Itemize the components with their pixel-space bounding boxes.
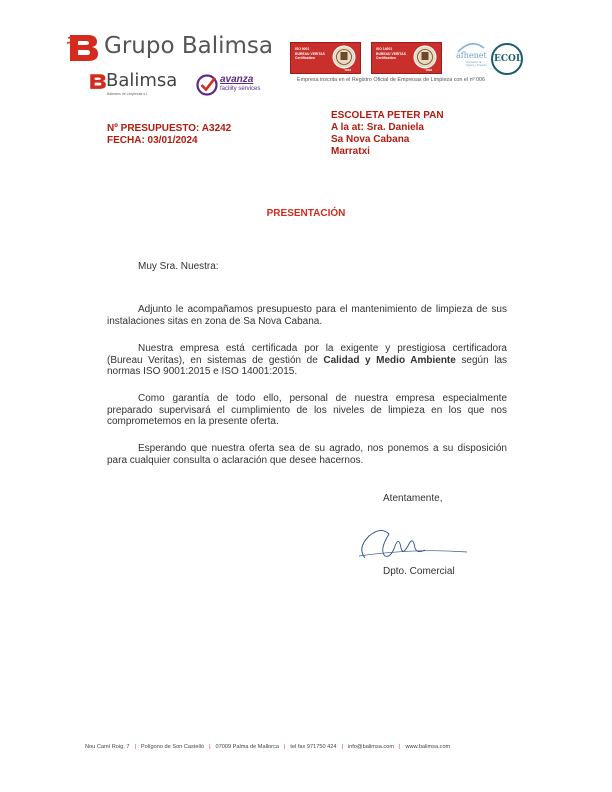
cert2-label: Certification bbox=[376, 56, 396, 61]
footer-separator: | bbox=[399, 744, 401, 750]
footer-email[interactable]: info@balimsa.com bbox=[347, 744, 394, 750]
bureau-veritas-seal-icon bbox=[413, 45, 437, 69]
section-title: PRESENTACIÓN bbox=[266, 208, 346, 219]
cert2-year: 1828 bbox=[425, 68, 432, 72]
brand-main-title: Grupo Balimsa bbox=[104, 33, 273, 59]
paragraph-2-bold: Calidad y Medio Ambiente bbox=[323, 354, 456, 366]
iso9001-badge bbox=[290, 42, 361, 74]
footer-address: Nou Camí Roig, 7 bbox=[85, 744, 130, 750]
cert1-issuer: BUREAU VERITAS bbox=[295, 51, 325, 56]
recipient-name: ESCOLETA PETER PAN bbox=[331, 110, 444, 121]
brand-sub-title: Balimsa bbox=[106, 70, 178, 91]
paragraph-4-text: Esperando que nuestra oferta sea de su agrado, nos ponemos a su disposición para cualquier consulta o aclaración que desee hacernos. bbox=[107, 443, 507, 466]
budget-date: FECHA: 03/01/2024 bbox=[107, 135, 198, 146]
footer-separator: | bbox=[283, 744, 286, 750]
footer-separator: | bbox=[341, 744, 343, 750]
letter-paragraph-4 bbox=[107, 443, 507, 466]
cert1-year: 1828 bbox=[344, 68, 351, 72]
balimsa-small-logo-icon bbox=[88, 71, 107, 91]
budget-number: Nº PRESUPUESTO: A3242 bbox=[107, 123, 232, 134]
balimsa-logo-icon bbox=[66, 32, 100, 62]
footer-web[interactable]: www.balimsa.com bbox=[405, 744, 451, 750]
paragraph-2-text-a: Nuestra empresa está certificada por la exigente y prestigiosa certificadora (Bureau Veritas), en sistemas de gestión de bbox=[107, 343, 507, 366]
footer-bar bbox=[85, 744, 450, 750]
afhenet-name: afhenet bbox=[456, 51, 487, 60]
registry-note: Empresa inscrita en el Registro Oficial de Empresas de Limpieza con el nº 006 bbox=[297, 77, 486, 83]
recipient-attention: A la at: Sra. Daniela bbox=[331, 122, 424, 133]
signer-department: Dpto. Comercial bbox=[383, 566, 455, 577]
cert1-code: ISO 9001 bbox=[295, 47, 310, 51]
bureau-veritas-seal-icon bbox=[332, 45, 356, 69]
cert2-issuer: BUREAU VERITAS bbox=[376, 51, 406, 56]
avanza-check-icon bbox=[196, 74, 218, 96]
paragraph-2-text-b: según las normas ISO 9001:2015 e ISO 14001:2015. bbox=[107, 354, 508, 378]
footer-city: 07009 Palma de Mallorca bbox=[215, 744, 279, 750]
recipient-block bbox=[331, 110, 444, 158]
greeting-text: Muy Sra. Nuestra: bbox=[138, 261, 219, 272]
footer-separator: | bbox=[134, 744, 136, 750]
closing-text: Atentamente, bbox=[383, 493, 443, 504]
ecol-logo-icon bbox=[491, 43, 523, 75]
recipient-city: Marratxi bbox=[331, 146, 370, 157]
letter-paragraph-3 bbox=[107, 393, 507, 428]
cert1-label: Certification bbox=[295, 56, 315, 61]
avanza-name: avanza bbox=[220, 74, 254, 85]
paragraph-1-text: Adjunto le acompañamos presupuesto para el mantenimiento de limpieza de sus instalaciones sitas en zona de Sa Nova Cabana. bbox=[107, 304, 507, 327]
cert2-code: ISO 14001 bbox=[376, 47, 393, 51]
footer-separator: | bbox=[209, 744, 211, 750]
letter-paragraph-1 bbox=[107, 304, 507, 327]
footer-phone: tel fax 971750 424 bbox=[290, 744, 337, 750]
footer-area: Polígono de Son Castelló bbox=[140, 744, 205, 750]
brand-sub-tagline: Baleares de Limpiezas s.l. bbox=[107, 92, 148, 96]
letter-greeting bbox=[107, 261, 507, 273]
handwritten-signature bbox=[355, 522, 470, 564]
letter-paragraph-2 bbox=[107, 343, 507, 378]
ecol-name: ECOL bbox=[494, 54, 523, 64]
budget-meta bbox=[107, 123, 231, 147]
afhenet-tagline: asociación de higiene y limpieza bbox=[466, 61, 487, 67]
recipient-address: Sa Nova Cabana bbox=[331, 134, 410, 145]
iso14001-badge bbox=[371, 42, 442, 74]
avanza-tagline: facility services bbox=[220, 86, 261, 92]
paragraph-3-text: Como garantía de todo ello, personal de nuestra empresa especialmente preparado supervisará el cumplimiento de los niveles de limpieza en los que nos comprometemos en la presente oferta. bbox=[107, 393, 507, 428]
